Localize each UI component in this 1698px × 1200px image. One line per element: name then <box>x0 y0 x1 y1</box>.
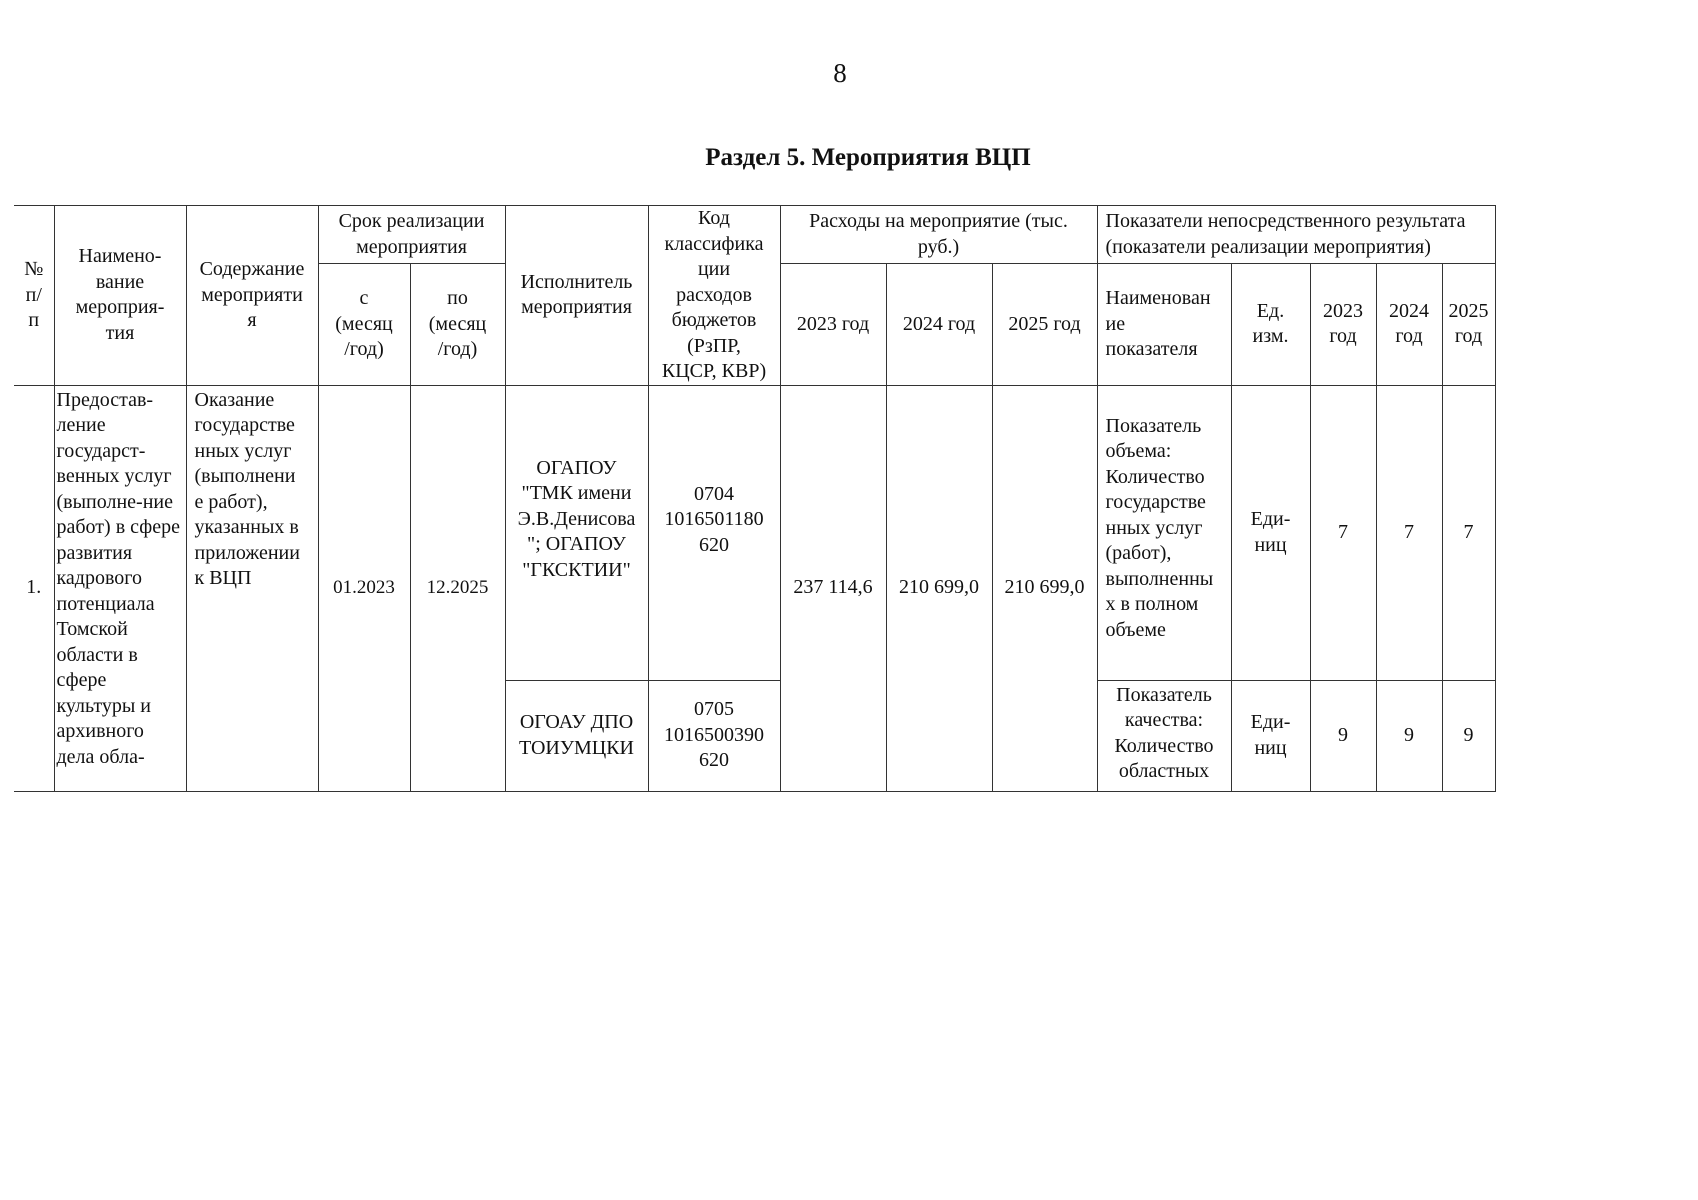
budget-code-1: 0704 1016501180 620 <box>648 385 780 680</box>
indicator-2024-2: 9 <box>1376 680 1442 791</box>
indicator-2025-2: 9 <box>1442 680 1495 791</box>
indicator-2025-1: 7 <box>1442 385 1495 680</box>
page-number: 8 <box>833 58 847 88</box>
header-expenses-2025: 2025 год <box>992 264 1097 385</box>
header-period-to: по (месяц /год) <box>410 264 505 385</box>
measure-content: Оказание государстве нных услуг (выполнени е работ), указанных в приложении к ВЦП <box>186 385 318 791</box>
expenses-2025: 210 699,0 <box>992 385 1097 791</box>
header-indicator-2025: 2025 год <box>1442 264 1495 385</box>
indicator-2024-1: 7 <box>1376 385 1442 680</box>
header-executor: Исполнитель мероприятия <box>505 206 648 386</box>
indicator-2023-2: 9 <box>1310 680 1376 791</box>
indicator-name-volume: Показатель объема: Количество государстве нных услуг (работ), выполненны х в полном объеме <box>1097 385 1231 680</box>
indicator-unit-1: Еди- ниц <box>1231 385 1310 680</box>
period-to: 12.2025 <box>410 385 505 791</box>
header-indicator-unit: Ед. изм. <box>1231 264 1310 385</box>
executor-2: ОГОАУ ДПО ТОИУМЦКИ <box>505 680 648 791</box>
executor-1: ОГАПОУ "ТМК имени Э.В.Денисова "; ОГАПОУ "ГКСКТИИ" <box>505 385 648 680</box>
row-number: 1. <box>14 385 54 791</box>
period-from: 01.2023 <box>318 385 410 791</box>
header-period-from: с (месяц /год) <box>318 264 410 385</box>
indicator-name-quality: Показатель качества: Количество областных <box>1097 680 1231 791</box>
expenses-2024: 210 699,0 <box>886 385 992 791</box>
header-indicator-name: Наименован ие показателя <box>1097 264 1231 385</box>
measures-table <box>14 205 1496 792</box>
table-row <box>14 385 1495 680</box>
indicator-2023-1: 7 <box>1310 385 1376 680</box>
header-expenses-2023: 2023 год <box>780 264 886 385</box>
header-measure-content: Содержание мероприяти я <box>186 206 318 386</box>
header-measure-name: Наимено- вание мероприя- тия <box>54 206 186 386</box>
header-expenses-2024: 2024 год <box>886 264 992 385</box>
section-title: Раздел 5. Мероприятия ВЦП <box>705 144 1031 171</box>
indicator-unit-2: Еди- ниц <box>1231 680 1310 791</box>
expenses-2023: 237 114,6 <box>780 385 886 791</box>
budget-code-2: 0705 1016500390 620 <box>648 680 780 791</box>
header-budget-code: Код классифика ции расходов бюджетов (РзПР, КЦСР, КВР) <box>648 206 780 386</box>
header-indicators: Показатели непосредственного результата (показатели реализации мероприятия) <box>1097 206 1495 264</box>
measure-name: Предостав- ление государст- венных услуг (выполне-ние работ) в сфере развития кадрового потенциала Томской области в сфере культуры и архивного дела обла- <box>54 385 186 791</box>
header-period: Срок реализации мероприятия <box>318 206 505 264</box>
header-expenses: Расходы на мероприятие (тыс. руб.) <box>780 206 1097 264</box>
header-num: № п/ п <box>14 206 54 386</box>
header-row-1 <box>14 206 1495 264</box>
header-indicator-2024: 2024 год <box>1376 264 1442 385</box>
header-indicator-2023: 2023 год <box>1310 264 1376 385</box>
